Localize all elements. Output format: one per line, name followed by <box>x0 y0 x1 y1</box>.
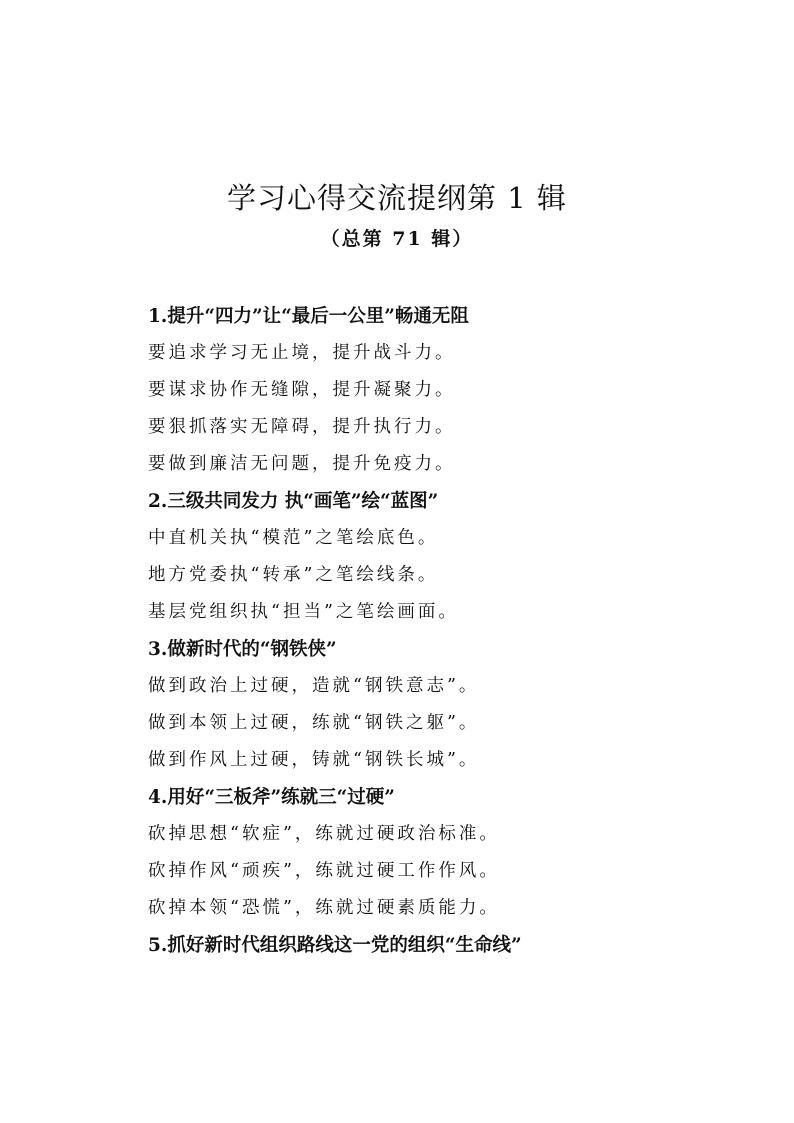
section-point: 做到政治上过硬，造就“钢铁意志”。 <box>148 676 480 696</box>
outline-body <box>148 298 768 964</box>
section-point: 做到作风上过硬，铸就“钢铁长城”。 <box>148 750 480 770</box>
section-point: 要做到廉洁无问题，提升免疫力。 <box>148 454 456 474</box>
section-point: 要狠抓落实无障碍，提升执行力。 <box>148 417 456 437</box>
section-point: 砍掉思想“软症”，练就过硬政治标准。 <box>148 824 500 844</box>
section-point: 要谋求协作无缝隙，提升凝聚力。 <box>148 380 456 400</box>
section-heading: 4.用好“三板斧”练就三“过硬” <box>148 787 395 808</box>
section-point: 地方党委执“转承”之笔绘线条。 <box>148 565 439 585</box>
section-heading: 5.抓好新时代组织路线这一党的组织“生命线” <box>148 935 522 956</box>
section-point: 做到本领上过硬，练就“钢铁之躯”。 <box>148 713 480 733</box>
section-heading: 3.做新时代的“钢铁侠” <box>148 639 337 660</box>
section-point: 砍掉本领“恐慌”，练就过硬素质能力。 <box>148 898 500 918</box>
section-point: 基层党组织执“担当”之笔绘画面。 <box>148 602 459 622</box>
document-subtitle: （总第 71 辑） <box>320 228 474 250</box>
section-point: 砍掉作风“顽疾”，练就过硬工作作风。 <box>148 861 500 881</box>
section-heading: 2.三级共同发力 执“画笔”绘“蓝图” <box>148 491 439 512</box>
section-point: 中直机关执“模范”之笔绘底色。 <box>148 528 439 548</box>
document-title: 学习心得交流提纲第 1 辑 <box>227 181 567 215</box>
section-heading: 1.提升“四力”让“最后一公里”畅通无阻 <box>148 306 469 327</box>
section-point: 要追求学习无止境，提升战斗力。 <box>148 343 456 363</box>
